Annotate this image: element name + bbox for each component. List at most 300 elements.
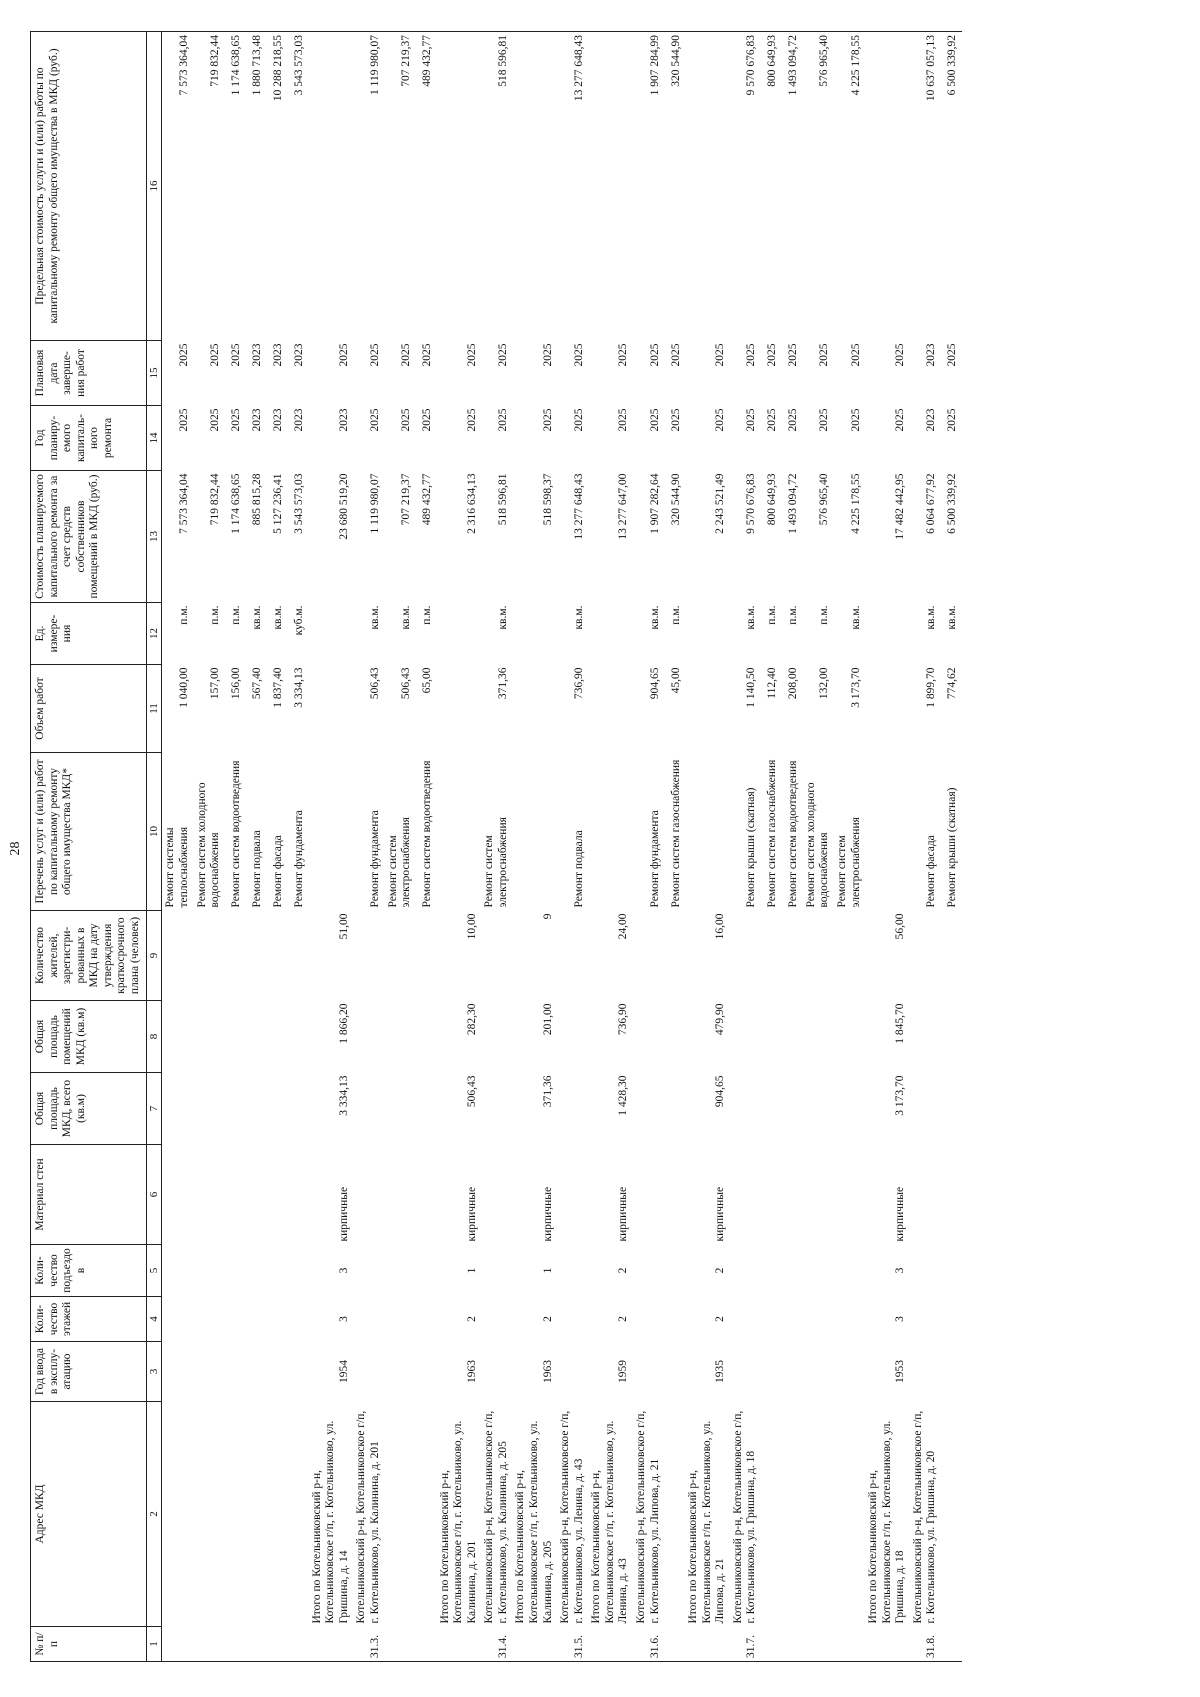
- premises-area-cell: [782, 1001, 803, 1073]
- floors-cell: [225, 1297, 246, 1342]
- entrances-cell: [481, 1245, 512, 1297]
- column-number: 3: [146, 1342, 162, 1402]
- premises-area-cell: [557, 1001, 588, 1073]
- total-area-cell: [782, 1073, 803, 1145]
- entrances-cell: [761, 1245, 782, 1297]
- volume-cell: 156,00: [230, 667, 243, 700]
- premises-area-cell: [288, 1001, 309, 1073]
- cost-cell: 885 815,28: [251, 473, 264, 526]
- volume-cell: 1 899,70: [925, 667, 938, 708]
- max-cost-cell: [685, 32, 730, 341]
- premises-area-cell: [910, 1001, 941, 1073]
- floors-cell: 3: [894, 1316, 907, 1322]
- table-row: [782, 32, 803, 1662]
- floors-cell: [803, 1297, 834, 1342]
- row-number: [162, 1627, 194, 1662]
- premises-area-cell: 1 845,70: [894, 1003, 907, 1044]
- entrances-cell: [162, 1245, 194, 1297]
- unit-cell: п.м.: [178, 605, 191, 625]
- column-number: 8: [146, 1001, 162, 1073]
- premises-area-cell: [416, 1001, 437, 1073]
- wall-material-cell: [834, 1145, 865, 1245]
- repair-year-cell: 2023: [272, 408, 285, 432]
- work-type-cell: [512, 753, 557, 911]
- completion-cell: 2025: [465, 343, 478, 367]
- work-type-cell: Ремонт систем водоотведения: [230, 760, 243, 908]
- unit-cell: кв.м.: [849, 605, 862, 630]
- total-area-cell: [730, 1073, 761, 1145]
- wall-material-cell: [385, 1145, 416, 1245]
- work-type-cell: [309, 753, 354, 911]
- table-row: [288, 32, 309, 1662]
- repair-year-cell: 2025: [617, 408, 630, 432]
- row-number: [834, 1627, 865, 1662]
- cost-cell: 6 064 677,92: [925, 473, 938, 534]
- floors-cell: 3: [337, 1316, 350, 1322]
- volume-cell: 1 140,50: [745, 667, 758, 708]
- residents-cell: [353, 911, 384, 1001]
- address-cell: Котельниковский р-н, Котельниковское г/п, г. Котельниково, ул. Гришина, д. 18: [731, 1410, 758, 1624]
- premises-area-cell: [481, 1001, 512, 1073]
- column-number-row: [146, 32, 162, 1662]
- floors-cell: [633, 1297, 664, 1342]
- year-cell: 1959: [617, 1360, 630, 1383]
- entrances-cell: [941, 1245, 962, 1297]
- premises-area-cell: [194, 1001, 225, 1073]
- year-cell: [664, 1342, 685, 1402]
- address-cell: [162, 1402, 194, 1627]
- floors-cell: 2: [714, 1316, 727, 1322]
- completion-cell: 2025: [766, 343, 779, 367]
- completion-cell: 2025: [178, 343, 191, 367]
- year-cell: [267, 1342, 288, 1402]
- capital-repair-table: [30, 31, 962, 1662]
- unit-cell: п.м.: [669, 605, 682, 625]
- work-type-cell: Ремонт систем электроснабжения: [386, 817, 413, 908]
- address-cell: Итого по Котельниковский р-н, Котельниковское г/п, г. Котельниково, ул. Калинина, д. 201: [438, 1420, 478, 1624]
- work-type-cell: Ремонт крыши (скатная): [745, 787, 758, 908]
- total-area-cell: [910, 1073, 941, 1145]
- unit-cell: [865, 603, 910, 665]
- row-number: [512, 1627, 557, 1662]
- unit-cell: [512, 603, 557, 665]
- repair-year-cell: 2023: [337, 408, 350, 432]
- max-cost-cell: 4 225 178,55: [834, 32, 865, 341]
- header-commission-year: Год ввода в эксплу-атацию: [31, 1342, 147, 1402]
- premises-area-cell: [834, 1001, 865, 1073]
- residents-cell: [782, 911, 803, 1001]
- repair-year-cell: 2025: [572, 408, 585, 432]
- address-cell: [194, 1402, 225, 1627]
- total-area-cell: [225, 1073, 246, 1145]
- cost-cell: 2 243 521,49: [714, 473, 727, 534]
- entrances-cell: 1: [465, 1267, 478, 1274]
- completion-cell: 2025: [818, 343, 831, 367]
- residents-cell: [941, 911, 962, 1001]
- column-number: 4: [146, 1297, 162, 1342]
- volume-cell: [437, 665, 482, 753]
- residents-cell: [557, 911, 588, 1001]
- cost-cell: 719 832,44: [209, 473, 222, 526]
- floors-cell: [288, 1297, 309, 1342]
- table-row: [416, 32, 437, 1662]
- year-cell: [246, 1342, 267, 1402]
- max-cost-cell: [865, 32, 910, 341]
- year-cell: [225, 1342, 246, 1402]
- unit-cell: кв.м.: [946, 605, 959, 630]
- column-number: 5: [146, 1245, 162, 1297]
- repair-year-cell: 2025: [669, 408, 682, 432]
- table-row: [225, 32, 246, 1662]
- total-area-cell: 3 334,13: [337, 1075, 350, 1116]
- residents-cell: [481, 911, 512, 1001]
- completion-cell: 2025: [368, 343, 381, 367]
- work-type-cell: Ремонт систем электроснабжения: [483, 817, 509, 908]
- row-number: 31.6.: [633, 1627, 664, 1662]
- unit-cell: кв.м.: [925, 605, 938, 630]
- entrances-cell: 2: [617, 1267, 630, 1274]
- work-type-cell: [685, 753, 730, 911]
- table-row: [834, 32, 865, 1662]
- entrances-cell: [834, 1245, 865, 1297]
- premises-area-cell: 479,90: [714, 1003, 727, 1036]
- cost-cell: 489 432,77: [421, 473, 434, 526]
- cost-cell: 320 544,90: [669, 473, 682, 526]
- cost-cell: 6 500 339,92: [946, 473, 959, 534]
- column-number: 15: [146, 341, 162, 406]
- entrances-cell: 2: [714, 1267, 727, 1274]
- max-cost-cell: 10 637 057,13: [910, 32, 941, 341]
- year-cell: 1963: [465, 1360, 478, 1383]
- entrances-cell: 1: [541, 1267, 554, 1274]
- row-number: [246, 1627, 267, 1662]
- address-cell: Итого по Котельниковский р-н, Котельниковское г/п, г. Котельниково, ул. Гришина, д. 18: [867, 1420, 907, 1624]
- table-row: [588, 32, 633, 1662]
- floors-cell: 2: [617, 1316, 630, 1322]
- table-row: [194, 32, 225, 1662]
- repair-year-cell: 2025: [541, 408, 554, 432]
- completion-cell: 2023: [251, 343, 264, 367]
- column-number: 1: [146, 1627, 162, 1662]
- entrances-cell: [194, 1245, 225, 1297]
- completion-cell: 2023: [925, 343, 938, 367]
- repair-year-cell: 2023: [251, 408, 264, 432]
- entrances-cell: [225, 1245, 246, 1297]
- premises-area-cell: [633, 1001, 664, 1073]
- work-type-cell: [588, 753, 633, 911]
- volume-cell: [588, 665, 633, 753]
- row-number: [385, 1627, 416, 1662]
- volume-cell: 1 837,40: [272, 667, 285, 708]
- work-type-cell: Ремонт фундамента: [293, 810, 306, 908]
- year-cell: [353, 1342, 384, 1402]
- wall-material-cell: [353, 1145, 384, 1245]
- max-cost-cell: 518 596,81: [481, 32, 512, 341]
- floors-cell: [782, 1297, 803, 1342]
- table-row: [664, 32, 685, 1662]
- max-cost-cell: 489 432,77: [416, 32, 437, 341]
- work-type-cell: Ремонт систем холодного водоснабжения: [195, 782, 222, 908]
- residents-cell: [288, 911, 309, 1001]
- floors-cell: [481, 1297, 512, 1342]
- residents-cell: [416, 911, 437, 1001]
- header-cost: Стоимость планируемого капитального ремонта за счет средств собственников помещений в МКД (руб.): [31, 471, 147, 603]
- wall-material-cell: [557, 1145, 588, 1245]
- work-type-cell: Ремонт фундамента: [648, 810, 661, 908]
- unit-cell: кв.м.: [400, 605, 413, 630]
- entrances-cell: [782, 1245, 803, 1297]
- address-cell: Котельниковский р-н, Котельниковское г/п, г. Котельниково, ул. Ленина, д. 43: [559, 1410, 585, 1624]
- work-type-cell: Ремонт систем водоотведения: [421, 760, 434, 908]
- max-cost-cell: 320 544,90: [664, 32, 685, 341]
- unit-cell: кв.м.: [745, 605, 758, 630]
- cost-cell: 518 596,81: [496, 473, 509, 526]
- column-number: 10: [146, 753, 162, 911]
- repair-year-cell: 2025: [787, 408, 800, 432]
- row-number: [803, 1627, 834, 1662]
- repair-year-cell: 2025: [745, 408, 758, 432]
- max-cost-cell: 1 907 284,99: [633, 32, 664, 341]
- max-cost-cell: 9 570 676,83: [730, 32, 761, 341]
- residents-cell: [664, 911, 685, 1001]
- floors-cell: [246, 1297, 267, 1342]
- table-row: [162, 32, 194, 1662]
- entrances-cell: [288, 1245, 309, 1297]
- row-number: [267, 1627, 288, 1662]
- address-cell: [782, 1402, 803, 1627]
- residents-cell: [730, 911, 761, 1001]
- unit-cell: кв.м.: [368, 605, 381, 630]
- floors-cell: 2: [465, 1316, 478, 1322]
- residents-cell: [385, 911, 416, 1001]
- volume-cell: 157,00: [209, 667, 222, 700]
- completion-cell: 2025: [617, 343, 630, 367]
- year-cell: 1953: [894, 1360, 907, 1383]
- volume-cell: [685, 665, 730, 753]
- max-cost-cell: [512, 32, 557, 341]
- completion-cell: 2025: [541, 343, 554, 367]
- cost-cell: 1 493 094,72: [787, 473, 800, 534]
- year-cell: [803, 1342, 834, 1402]
- volume-cell: [865, 665, 910, 753]
- volume-cell: 65,00: [421, 667, 434, 694]
- residents-cell: [834, 911, 865, 1001]
- cost-cell: 17 482 442,95: [894, 473, 907, 540]
- row-number: [194, 1627, 225, 1662]
- year-cell: [557, 1342, 588, 1402]
- residents-cell: [194, 911, 225, 1001]
- table-row: [730, 32, 761, 1662]
- year-cell: [385, 1342, 416, 1402]
- floors-cell: [194, 1297, 225, 1342]
- address-cell: [834, 1402, 865, 1627]
- address-cell: [246, 1402, 267, 1627]
- completion-cell: 2023: [293, 343, 306, 367]
- table-row: [803, 32, 834, 1662]
- total-area-cell: [385, 1073, 416, 1145]
- total-area-cell: [557, 1073, 588, 1145]
- table-row: [385, 32, 416, 1662]
- total-area-cell: [267, 1073, 288, 1145]
- wall-material-cell: [910, 1145, 941, 1245]
- completion-cell: 2025: [496, 343, 509, 367]
- premises-area-cell: [803, 1001, 834, 1073]
- cost-cell: 1 119 980,07: [368, 473, 381, 534]
- unit-cell: п.м.: [787, 605, 800, 625]
- completion-cell: 2025: [946, 343, 959, 367]
- row-number: [685, 1627, 730, 1662]
- max-cost-cell: 13 277 648,43: [557, 32, 588, 341]
- completion-cell: 2025: [894, 343, 907, 367]
- entrances-cell: [730, 1245, 761, 1297]
- row-number: [437, 1627, 482, 1662]
- max-cost-cell: 800 649,93: [761, 32, 782, 341]
- cost-cell: 23 680 519,20: [337, 473, 350, 540]
- row-number: [588, 1627, 633, 1662]
- max-cost-cell: 576 965,40: [803, 32, 834, 341]
- max-cost-cell: 6 500 339,92: [941, 32, 962, 341]
- entrances-cell: 3: [894, 1267, 907, 1274]
- wall-material-cell: [246, 1145, 267, 1245]
- cost-cell: 1 907 282,64: [648, 473, 661, 534]
- volume-cell: 3 173,70: [849, 667, 862, 708]
- column-number: 6: [146, 1145, 162, 1245]
- wall-material-cell: кирпичные: [894, 1186, 907, 1242]
- wall-material-cell: [225, 1145, 246, 1245]
- wall-material-cell: [633, 1145, 664, 1245]
- repair-year-cell: 2025: [368, 408, 381, 432]
- volume-cell: 736,90: [572, 667, 585, 700]
- premises-area-cell: [162, 1001, 194, 1073]
- header-completion-date: Плановая дата заверше-ния работ: [31, 341, 147, 406]
- volume-cell: 506,43: [368, 667, 381, 700]
- table-row: [512, 32, 557, 1662]
- row-number: 31.4.: [481, 1627, 512, 1662]
- residents-cell: [761, 911, 782, 1001]
- premises-area-cell: [267, 1001, 288, 1073]
- year-cell: [288, 1342, 309, 1402]
- work-type-cell: Ремонт фасада: [272, 835, 285, 908]
- max-cost-cell: 1 493 094,72: [782, 32, 803, 341]
- row-number: [664, 1627, 685, 1662]
- volume-cell: 45,00: [669, 667, 682, 694]
- address-cell: Итого по Котельниковский р-н, Котельниковское г/п, г. Котельниково, ул. Гришина, д. 14: [310, 1420, 350, 1624]
- floors-cell: 2: [541, 1316, 554, 1322]
- address-cell: Котельниковский р-н, Котельниковское г/п, г. Котельниково, ул. Калинина, д. 201: [355, 1410, 381, 1624]
- volume-cell: 1 040,00: [178, 667, 191, 708]
- year-cell: [416, 1342, 437, 1402]
- total-area-cell: 371,36: [541, 1075, 554, 1108]
- header-residents: Количество жителей, зарегистри-рованных в МКД на дату утверждения краткосрочного плана (человек): [31, 911, 147, 1001]
- wall-material-cell: кирпичные: [337, 1186, 350, 1242]
- repair-year-cell: 2025: [946, 408, 959, 432]
- total-area-cell: [246, 1073, 267, 1145]
- repair-year-cell: 2025: [648, 408, 661, 432]
- volume-cell: 904,65: [648, 667, 661, 700]
- work-type-cell: Ремонт систем электроснабжения: [836, 817, 862, 908]
- residents-cell: [162, 911, 194, 1001]
- wall-material-cell: [481, 1145, 512, 1245]
- address-cell: Итого по Котельниковский р-н, Котельниковское г/п, г. Котельниково, ул. Липова, д. 21: [687, 1420, 727, 1624]
- max-cost-cell: [437, 32, 482, 341]
- completion-cell: 2025: [745, 343, 758, 367]
- cost-cell: 5 127 236,41: [272, 473, 285, 534]
- column-number: 14: [146, 406, 162, 471]
- work-type-cell: Ремонт систем водоотведения: [787, 760, 800, 908]
- cost-cell: 7 573 364,04: [178, 473, 191, 534]
- row-number: [865, 1627, 910, 1662]
- unit-cell: п.м.: [421, 605, 434, 625]
- completion-cell: 2025: [337, 343, 350, 367]
- header-max-cost: Предельная стоимость услуги и (или) работы по капитальному ремонту общего имущества в МКД (руб.): [31, 32, 147, 341]
- work-type-cell: Ремонт систем холодного водоснабжения: [804, 782, 831, 908]
- address-cell: [288, 1402, 309, 1627]
- premises-area-cell: [225, 1001, 246, 1073]
- header-row: [31, 32, 147, 1662]
- repair-year-cell: 2023: [925, 408, 938, 432]
- table-row: [557, 32, 588, 1662]
- unit-cell: кв.м.: [272, 605, 285, 630]
- residents-cell: [803, 911, 834, 1001]
- max-cost-cell: 7 573 364,04: [162, 32, 194, 341]
- entrances-cell: [803, 1245, 834, 1297]
- address-cell: Котельниковский р-н, Котельниковское г/п, г. Котельниково, ул. Липова, д. 21: [634, 1410, 661, 1624]
- wall-material-cell: кирпичные: [541, 1186, 554, 1242]
- table-row: [481, 32, 512, 1662]
- header-premises-area: Общая площадь помещений МКД (кв.м): [31, 1001, 147, 1073]
- total-area-cell: [761, 1073, 782, 1145]
- work-type-cell: [437, 753, 482, 911]
- header-entrances: Коли-чество подъездо в: [31, 1245, 147, 1297]
- premises-area-cell: 282,30: [465, 1003, 478, 1036]
- max-cost-cell: [588, 32, 633, 341]
- year-cell: 1954: [337, 1360, 350, 1383]
- header-work-volume: Объем работ: [31, 665, 147, 753]
- entrances-cell: [557, 1245, 588, 1297]
- cost-cell: 800 649,93: [766, 473, 779, 526]
- table-row: [437, 32, 482, 1662]
- address-cell: [267, 1402, 288, 1627]
- address-cell: [761, 1402, 782, 1627]
- residents-cell: 16,00: [714, 913, 727, 940]
- repair-year-cell: 2025: [496, 408, 509, 432]
- residents-cell: [225, 911, 246, 1001]
- row-number: [309, 1627, 354, 1662]
- max-cost-cell: 707 219,37: [385, 32, 416, 341]
- unit-cell: п.м.: [230, 605, 243, 625]
- year-cell: [910, 1342, 941, 1402]
- volume-cell: 506,43: [400, 667, 413, 700]
- table-row: [685, 32, 730, 1662]
- volume-cell: 567,40: [251, 667, 264, 700]
- work-type-cell: Ремонт систем газоснабжения: [766, 759, 779, 908]
- floors-cell: [416, 1297, 437, 1342]
- completion-cell: 2025: [209, 343, 222, 367]
- row-number: [416, 1627, 437, 1662]
- floors-cell: [941, 1297, 962, 1342]
- residents-cell: 56,00: [894, 913, 907, 940]
- year-cell: [194, 1342, 225, 1402]
- repair-year-cell: 2025: [178, 408, 191, 432]
- floors-cell: [910, 1297, 941, 1342]
- total-area-cell: [664, 1073, 685, 1145]
- entrances-cell: [633, 1245, 664, 1297]
- row-number: 31.3.: [353, 1627, 384, 1662]
- completion-cell: 2025: [787, 343, 800, 367]
- volume-cell: 208,00: [787, 667, 800, 700]
- completion-cell: 2025: [849, 343, 862, 367]
- year-cell: [782, 1342, 803, 1402]
